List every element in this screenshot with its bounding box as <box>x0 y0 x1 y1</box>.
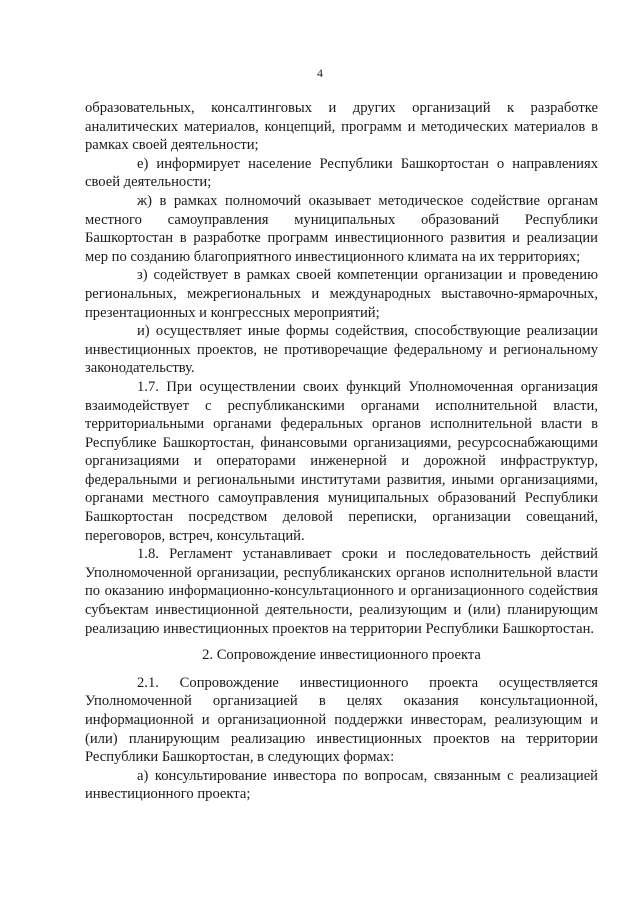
paragraph-item-a: а) консультирование инвестора по вопросам, связанным с реализацией инвестиционного проекта; <box>85 767 598 803</box>
section-heading: 2. Сопровождение инвестиционного проекта <box>202 647 481 664</box>
paragraph-item-e: е) информирует население Республики Башкортостан о направлениях своей деятельности; <box>85 155 598 191</box>
paragraph-1-7: 1.7. При осуществлении своих функций Уполномоченная организация взаимодействует с республиканскими органами исполнительной власти, территориальными органами федеральных органов исполнительной власти в Республике Башкортостан, финансовыми организациями, ресурсоснабжающими организациями и операторами инженерной и дорожной инфраструктур, федеральными и региональными институтами развития, иными организациями, органами местного самоуправления муниципальных образований Республики Башкортостан посредством деловой переписки, организации совещаний, переговоров, встреч, консультаций. <box>85 378 598 544</box>
document-body <box>85 99 598 804</box>
paragraph-item-z: з) содействует в рамках своей компетенции организации и проведению региональных, межрегиональных и международных выставочно-ярмарочных, презентационных и конгрессных мероприятий; <box>85 267 598 321</box>
paragraph-item-i: и) осуществляет иные формы содействия, способствующие реализации инвестиционных проектов, не противоречащие федеральному и региональному законодательству. <box>85 323 598 377</box>
paragraph-item-zh: ж) в рамках полномочий оказывает методическое содействие органам местного самоуправления муниципальных образований Республики Башкортостан в разработке программ инвестиционного развития и реализации мер по созданию благоприятного инвестиционного климата на их территориях; <box>85 192 598 265</box>
paragraph-1-8: 1.8. Регламент устанавливает сроки и последовательность действий Уполномоченной организации, республиканских органов исполнительной власти по оказанию информационно-консультационного и организационного содействия субъектам инвестиционной деятельности, реализующим и (или) планирующим реализацию инвестиционных проектов на территории Республики Башкортостан. <box>85 546 598 637</box>
paragraph-continuation: образовательных, консалтинговых и других организаций к разработке аналитических материалов, концепций, программ и методических материалов в рамках своей деятельности; <box>85 100 598 154</box>
page-number: 4 <box>317 66 323 80</box>
paragraph-2-1: 2.1. Сопровождение инвестиционного проекта осуществляется Уполномоченной организацией в целях оказания консультационной, информационной и организационной поддержки инвесторам, реализующим и (или) планирующим реализацию инвестиционных проектов на территории Республики Башкортостан, в следующих формах: <box>85 674 598 766</box>
